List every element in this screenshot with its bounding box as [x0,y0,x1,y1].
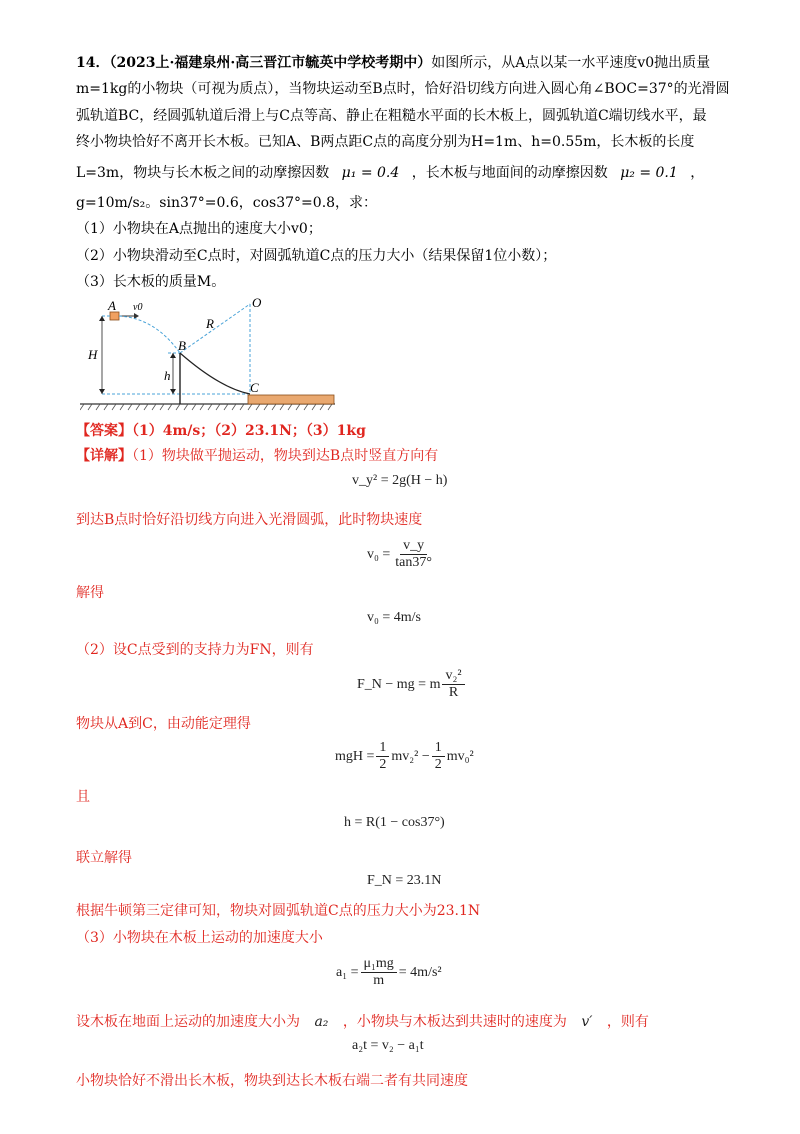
label-o: O [252,296,262,310]
mu1-value: μ₁ = 0.4 [341,165,400,181]
equation-1: v_y² = 2g(H − h) [352,473,448,488]
eq9-denominator: m [373,973,385,988]
problem-line-5 [76,163,704,183]
eq5-lhs: mgH = [335,748,375,764]
detail-step-2: 到达B点时恰好沿切线方向进入光滑圆弧，此时物块速度 [76,512,423,528]
ground-hatching [80,404,332,410]
eq5-mid: mv₂² − [391,748,430,764]
detail-step-8: 根据牛顿第三定律可知，物块对圆弧轨道C点的压力大小为23.1N [76,903,481,919]
eq5-end: mv₀² [446,748,474,764]
arrow-h-big-top [99,316,105,321]
eq9-fraction [361,956,397,989]
detail-step-10a: 设木板在地面上运动的加速度大小为 [76,1014,300,1030]
question-1: （1）小物块在A点抛出的速度大小v0； [76,221,322,237]
question-3: （3）长木板的质量M。 [76,274,226,290]
eq5-fraction-1 [376,740,389,773]
detail-step-10b: ，小物块与木板达到共速时的速度为 [342,1014,567,1030]
problem-line-2: m=1kg的小物块（可视为质点），当物块运动至B点时，恰好沿切线方向进入圆心角∠BOC=37°的光滑圆 [76,81,730,97]
arrow-h-big-bottom [99,389,105,394]
answer-text: （1）4m/s；（2）23.1N；（3）1kg [132,423,366,439]
answer-line [76,421,366,441]
long-board [248,395,334,404]
detail-step-4: （2）设C点受到的支持力为FN，则有 [76,642,314,658]
eq4-lhs: F_N − mg = m [357,676,441,692]
equation-2 [367,538,437,571]
equation-4 [357,668,467,701]
label-b: B [178,338,186,353]
problem-text-5b: ，长木板与地面间的动摩擦因数 [411,165,608,181]
symbol-a2: a₂ [314,1014,329,1030]
radius-ob [180,304,250,353]
trajectory [119,316,180,353]
problem-text-5c: ， [690,165,705,181]
equation-10: a₂t = v₂ − a₁t [352,1038,424,1053]
eq2-denominator: tan37° [395,555,432,570]
eq9-numerator: μ₁mg [361,956,397,973]
label-h-small: h [164,368,171,383]
detail-line-1 [76,446,438,466]
problem-number: 14． [76,55,110,71]
problem-source: （2023上·福建泉州·高三晋江市毓英中学校考期中） [109,55,432,71]
detail-step-7: 联立解得 [76,850,132,866]
arrow-h-small-bottom [170,389,176,394]
equation-3: v₀ = 4m/s [367,610,422,625]
mu2-value: μ₂ = 0.1 [620,165,678,181]
detail-step-9: （3）小物块在木板上运动的加速度大小 [76,930,323,946]
arc-track [180,353,250,394]
detail-step-1: （1）物块做平抛运动，物块到达B点时竖直方向有 [132,448,439,464]
equation-9 [336,956,442,989]
eq2-fraction [392,538,435,571]
eq5-den-2: 2 [434,757,442,772]
symbol-v-prime: v′ [581,1014,593,1030]
problem-line-4: 终小物块恰好不离开长木板。已知A、B两点距C点的高度分别为H=1m、h=0.55m，长木板的长度 [76,134,695,150]
eq9-lhs: a₁ = [336,964,359,980]
eq4-fraction [442,668,464,701]
question-2: （2）小物块滑动至C点时，对圆弧轨道C点的压力大小（结果保留1位小数）； [76,248,557,264]
eq9-rhs: = 4m/s² [398,964,442,980]
label-v0: v0 [133,302,143,313]
physics-diagram [80,296,340,414]
problem-text-5a: L=3m，物块与长木板之间的动摩擦因数 [76,165,330,181]
eq5-num-1: 1 [376,740,389,757]
detail-step-6: 且 [76,789,90,805]
eq2-lhs: v₀ = [367,546,391,562]
equation-7: F_N = 23.1N [367,873,442,888]
eq4-denominator: R [448,685,459,700]
label-a: A [108,298,116,313]
equation-6: h = R(1 − cos37°) [344,815,445,830]
eq5-num-2: 1 [432,740,445,757]
eq2-numerator: v_y [400,538,427,555]
answer-tag: 【答案】 [76,423,132,439]
equation-5 [335,740,474,773]
problem-text-1: 如图所示，从A点以某一水平速度v0抛出质量 [431,55,711,71]
problem-line-6: g=10m/s₂。sin37°=0.6，cos37°=0.8，求： [76,195,378,211]
detail-step-3: 解得 [76,585,104,601]
problem-line-1 [76,53,710,73]
problem-line-3: 弧轨道BC，经圆弧轨道后滑上与C点等高、静止在粗糙水平面的长木板上，圆弧轨道C端切线水平，最 [76,108,707,124]
detail-step-11: 小物块恰好不滑出长木板，物块到达长木板右端二者有共同速度 [76,1073,468,1089]
eq5-fraction-2 [432,740,445,773]
detail-tag: 【详解】 [76,448,132,464]
detail-step-10c: ，则有 [606,1014,649,1030]
label-c: C [250,380,259,395]
label-h-big: H [88,347,98,362]
eq5-den-1: 2 [379,757,387,772]
eq4-numerator: v₂² [442,668,464,685]
arrow-h-small-top [170,353,176,358]
detail-step-5: 物块从A到C，由动能定理得 [76,716,251,732]
block-at-a [110,312,119,320]
label-r: R [206,316,214,331]
detail-line-10 [76,1012,649,1032]
